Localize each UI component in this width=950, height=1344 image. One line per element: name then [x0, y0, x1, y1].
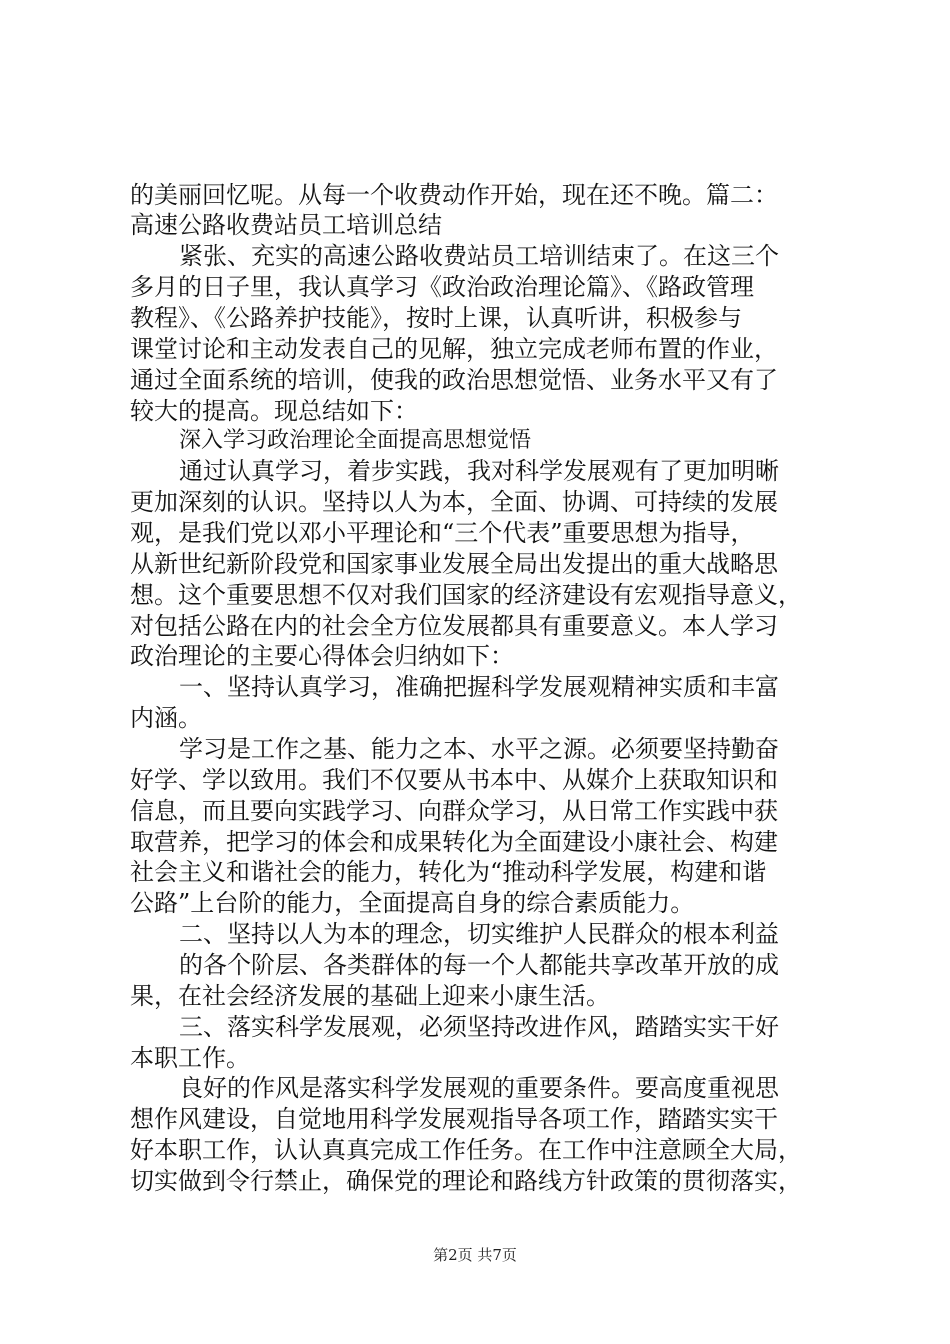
- text-line: 较大的提高。现总结如下：: [130, 397, 418, 425]
- text-line: 二、坚持以人为本的理念，切实维护人民群众的根本利益: [179, 920, 779, 948]
- text-line: 信息，而且要向实践学习、向群众学习，从日常工作实践中获: [130, 797, 778, 825]
- text-line: 好学、学以致用。我们不仅要从书本中、从媒介上获取知识和: [130, 766, 778, 794]
- text-line: 取营养，把学习的体会和成果转化为全面建设小康社会、构建: [130, 828, 778, 856]
- text-line: 社会主义和谐社会的能力，转化为“推动科学发展，构建和谐: [130, 858, 767, 886]
- text-line: 内涵。: [130, 704, 202, 732]
- text-line: 通过全面系统的培训，使我的政治思想觉悟、业务水平又有了: [130, 366, 778, 394]
- text-line: 对包括公路在内的社会全方位发展都具有重要意义。本人学习: [130, 612, 778, 640]
- text-line: 观，是我们党以邓小平理论和“三个代表”重要思想为指导，: [130, 519, 755, 547]
- text-line: 切实做到令行禁止，确保党的理论和路线方针政策的贯彻落实，: [130, 1167, 802, 1195]
- text-line: 果，在社会经济发展的基础上迎来小康生活。: [130, 982, 610, 1010]
- text-line: 好本职工作，认认真真完成工作任务。在工作中注意顾全大局，: [130, 1136, 802, 1164]
- text-line: 紧张、充实的高速公路收费站员工培训结束了。在这三个: [179, 242, 779, 270]
- text-line: 更加深刻的认识。坚持以人为本，全面、协调、可持续的发展: [130, 488, 778, 516]
- text-line: 的美丽回忆呢。从每一个收费动作开始，现在还不晚。篇二：: [130, 181, 778, 209]
- text-line: 本职工作。: [130, 1044, 250, 1072]
- text-line: 一、坚持认真学习，准确把握科学发展观精神实质和丰富: [179, 673, 779, 701]
- text-line: 多月的日子里，我认真学习《政治政治理论篇》、《路政管理: [130, 273, 754, 301]
- text-line: 想作风建设，自觉地用科学发展观指导各项工作，踏踏实实干: [130, 1105, 778, 1133]
- text-line: 公路”上台阶的能力，全面提高自身的综合素质能力。: [130, 889, 695, 917]
- text-line: 通过认真学习，着步实践，我对科学发展观有了更加明晰: [179, 457, 779, 485]
- text-line: 三、落实科学发展观，必须坚持改进作风，踏踏实实干好: [179, 1013, 779, 1041]
- page-number-footer: 第2页 共7页: [433, 1246, 517, 1264]
- text-line: 良好的作风是落实科学发展观的重要条件。要高度重视思: [179, 1074, 779, 1102]
- text-line: 的各个阶层、各类群体的每一个人都能共享改革开放的成: [179, 951, 779, 979]
- text-line: 从新世纪新阶段党和国家事业发展全局出发提出的重大战略思: [130, 550, 778, 578]
- text-line: 想。这个重要思想不仅对我们国家的经济建设有宏观指导意义，: [130, 581, 802, 609]
- section-heading: 深入学习政治理论全面提高思想觉悟: [179, 428, 532, 453]
- text-line: 教程》、《公路养护技能》，按时上课，认真听讲，积极参与: [130, 304, 742, 332]
- text-line: 学习是工作之基、能力之本、水平之源。必须要坚持勤奋: [179, 735, 779, 763]
- text-line: 高速公路收费站员工培训总结: [130, 211, 442, 239]
- text-line: 政治理论的主要心得体会归纳如下：: [130, 642, 514, 670]
- text-line: 课堂讨论和主动发表自己的见解，独立完成老师布置的作业，: [130, 335, 778, 363]
